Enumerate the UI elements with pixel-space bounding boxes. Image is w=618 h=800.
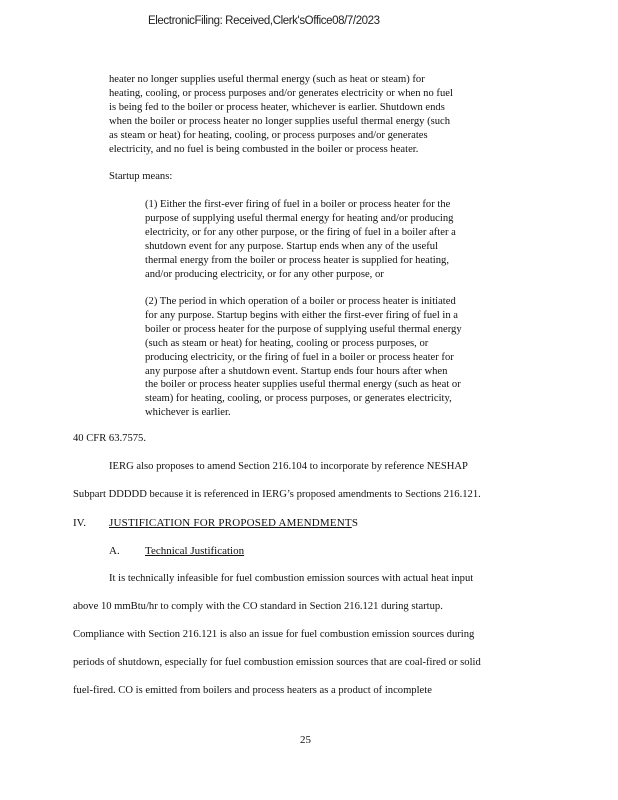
text-line: boiler or process heater for the purpose of supplying useful thermal energy xyxy=(145,323,462,335)
subsection-heading: Technical Justification xyxy=(145,545,245,557)
paragraph-line: IERG also proposes to amend Section 216.104 to incorporate by reference NESHAP xyxy=(109,461,468,472)
text-line: (2) The period in which operation of a boiler or process heater is initiated xyxy=(145,296,456,307)
section-number: IV. xyxy=(73,517,86,529)
text-line: the boiler or process heater supplies useful thermal energy (such as heat or xyxy=(145,379,461,391)
text-line: shutdown event for any purpose. Startup ends when any of the useful xyxy=(145,240,439,252)
cfr-citation: 40 CFR 63.7575. xyxy=(73,433,146,444)
text-line: electricity, or for any other purpose, or the firing of fuel in a boiler after a xyxy=(145,226,456,238)
text-line: and/or producing electricity, or for any other purpose, or xyxy=(145,268,384,280)
text-line: producing electricity, or the firing of fuel in a boiler or process heater for xyxy=(145,351,454,363)
paragraph-line: fuel-fired. CO is emitted from boilers and process heaters as a product of incomplete xyxy=(73,685,432,696)
text-line: (1) Either the first-ever firing of fuel in a boiler or process heater for the xyxy=(145,199,451,210)
filing-stamp-header: ElectronicFiling: Received,Clerk'sOffice08/7/2023 xyxy=(148,15,380,27)
text-line: heating, cooling, or process purposes and/or generates electricity or when no fuel xyxy=(109,87,453,99)
startup-item-2 xyxy=(145,295,462,420)
text-line: whichever is earlier. xyxy=(145,407,231,419)
paragraph-line: Subpart DDDDD because it is referenced in IERG’s proposed amendments to Sections 216.121. xyxy=(73,489,481,500)
text-line: thermal energy from the boiler or process heater is supplied for heating, xyxy=(145,254,449,266)
text-line: steam) for heating, cooling, or process purposes, or generates electricity, xyxy=(145,393,452,405)
startup-item-1 xyxy=(145,198,456,281)
text-line: any purpose after a shutdown event. Startup ends four hours after when xyxy=(145,365,448,377)
paragraph-line: periods of shutdown, especially for fuel combustion emission sources that are coal-fired or solid xyxy=(73,657,481,668)
page-number: 25 xyxy=(300,734,311,746)
text-line: for any purpose. Startup begins with either the first-ever firing of fuel in a xyxy=(145,309,459,321)
text-line: heater no longer supplies useful thermal energy (such as heat or steam) for xyxy=(109,74,425,85)
section-heading xyxy=(109,517,358,529)
startup-definition-label: Startup means: xyxy=(109,171,173,182)
text-line: (such as steam or heat) for heating, cooling or process purposes, or xyxy=(145,337,429,349)
text-line: electricity, and no fuel is being combusted in the boiler or process heater. xyxy=(109,143,419,155)
shutdown-definition-block xyxy=(109,73,453,156)
text-line: when the boiler or process heater no longer supplies useful thermal energy (such xyxy=(109,115,451,127)
paragraph-line: It is technically infeasible for fuel combustion emission sources with actual heat input xyxy=(109,573,474,584)
text-line: as steam or heat) for heating, cooling, or process purposes and/or generates xyxy=(109,129,428,141)
text-line: is being fed to the boiler or process heater, whichever is earlier. Shutdown ends xyxy=(109,101,445,113)
section-heading-underlined: JUSTIFICATION FOR PROPOSED AMENDMENT xyxy=(109,517,352,529)
subsection-letter: A. xyxy=(109,545,120,557)
section-heading-tail: S xyxy=(351,517,359,529)
text-line: purpose of supplying useful thermal energy for heating and/or producing xyxy=(145,212,454,224)
paragraph-line: above 10 mmBtu/hr to comply with the CO standard in Section 216.121 during startup. xyxy=(73,601,443,612)
paragraph-line: Compliance with Section 216.121 is also an issue for fuel combustion emission sources during xyxy=(73,629,475,640)
